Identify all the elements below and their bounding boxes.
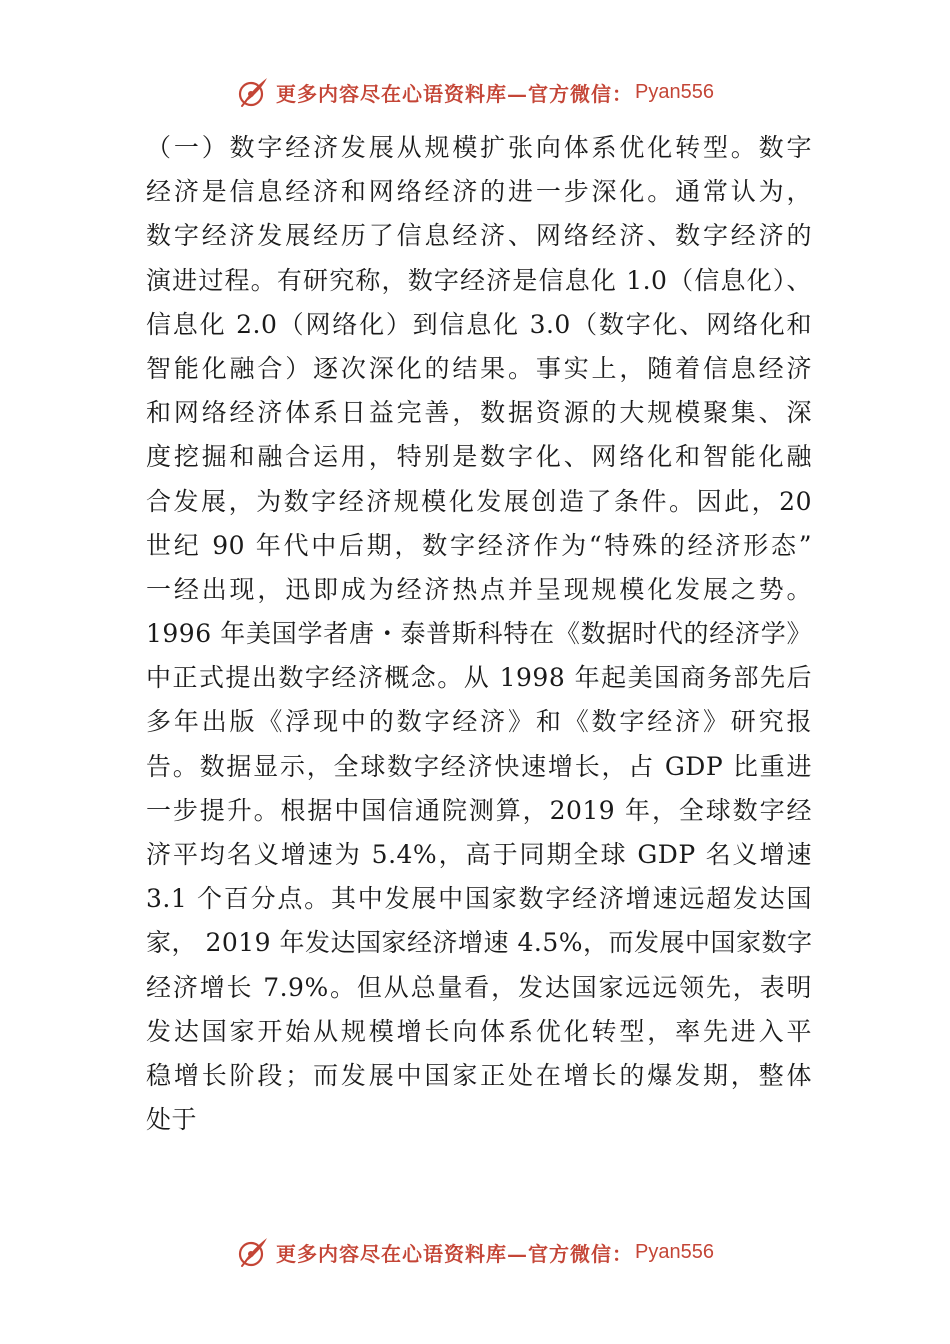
banner-text: 更多内容尽在心语资料库—官方微信：: [276, 1241, 634, 1266]
text-line: 一经出现，迅即成为经济热点并呈现规模化发展之势。: [146, 574, 812, 604]
text-line: 经济增长 7.9%。但从总量看，发达国家远远领先，表明: [146, 972, 812, 1002]
text-line: 处于: [146, 1105, 198, 1135]
footer-banner: [0, 1232, 950, 1272]
text-line: 数字经济发展经历了信息经济、网络经济、数字经济的: [146, 221, 812, 251]
text-line: 发达国家开始从规模增长向体系优化转型，率先进入平: [146, 1016, 812, 1046]
text-line: 稳增长阶段；而发展中国家正处在增长的爆发期，整体: [146, 1060, 812, 1090]
text-line: 多年出版《浮现中的数字经济》和《数字经济》研究报: [146, 707, 812, 737]
text-line: 智能化融合）逐次深化的结果。事实上，随着信息经济: [146, 353, 812, 383]
text-line: 演进过程。有研究称，数字经济是信息化 1.0（信息化）、: [146, 265, 812, 295]
text-line: （一）数字经济发展从规模扩张向体系优化转型。数字: [146, 133, 812, 162]
header-banner: [0, 72, 950, 112]
text-line: 济平均名义增速为 5.4%，高于同期全球 GDP 名义增速: [146, 840, 812, 869]
text-line: 合发展，为数字经济规模化发展创造了条件。因此，20: [146, 486, 812, 516]
document-body: [146, 126, 812, 1142]
quill-pen-logo-icon: [236, 1235, 270, 1269]
banner-wechat-id: Pyan556: [635, 80, 714, 103]
text-line: 一步提升。根据中国信通院测算，2019 年，全球数字经: [146, 795, 812, 825]
banner-wechat-id: Pyan556: [635, 1240, 714, 1263]
text-line: 中正式提出数字经济概念。从 1998 年起美国商务部先后: [146, 663, 812, 693]
text-line: 度挖掘和融合运用，特别是数字化、网络化和智能化融: [146, 442, 812, 472]
text-line: 3.1 个百分点。其中发展中国家数字经济增速远超发达国: [146, 884, 812, 914]
text-line: 1996 年美国学者唐・泰普斯科特在《数据时代的经济学》: [146, 619, 812, 649]
text-line: 世纪 90 年代中后期，数字经济作为“特殊的经济形态”: [146, 530, 812, 560]
text-line: 和网络经济体系日益完善，数据资源的大规模聚集、深: [146, 398, 812, 428]
text-line: 家， 2019 年发达国家经济增速 4.5%，而发展中国家数字: [146, 928, 813, 958]
text-line: 信息化 2.0（网络化）到信息化 3.0（数字化、网络化和: [146, 309, 812, 339]
banner-text: 更多内容尽在心语资料库—官方微信：: [276, 81, 634, 106]
text-line: 经济是信息经济和网络经济的进一步深化。通常认为，: [146, 177, 812, 207]
quill-pen-logo-icon: [236, 75, 270, 109]
text-line: 告。数据显示，全球数字经济快速增长，占 GDP 比重进: [146, 751, 812, 781]
